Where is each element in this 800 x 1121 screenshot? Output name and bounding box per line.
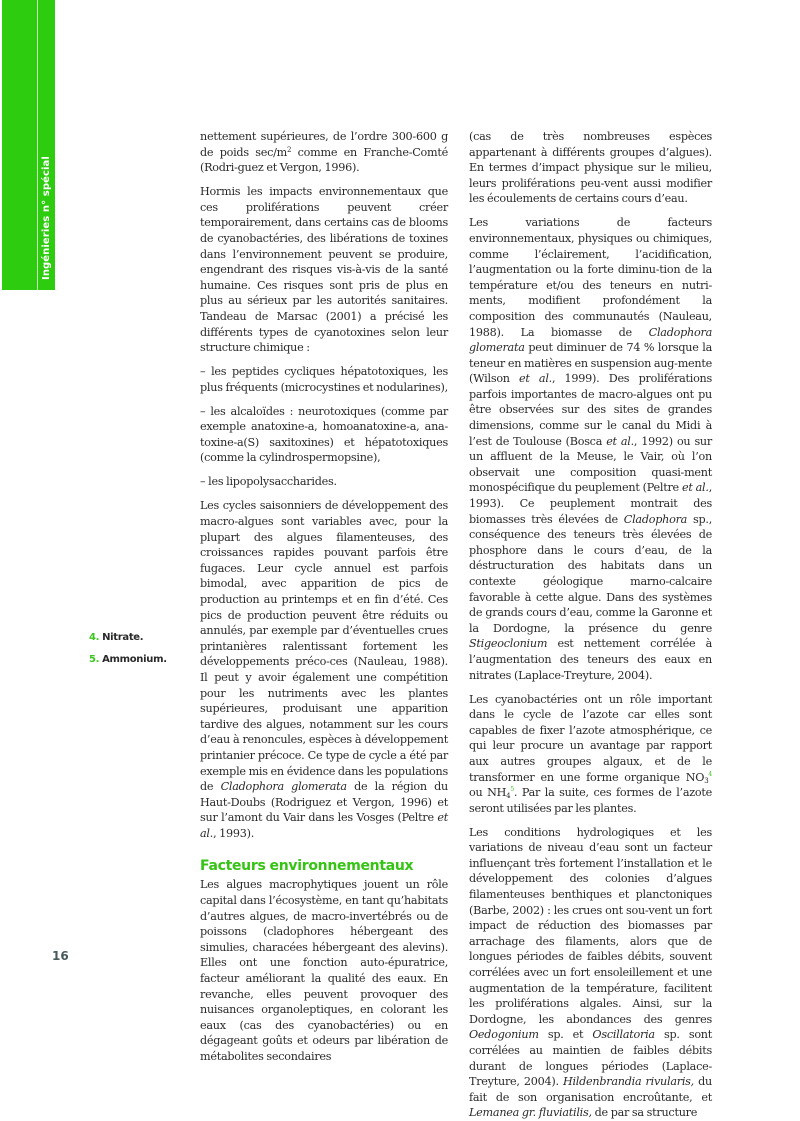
text-run: de la région du Haut-Doubs (Rodriguez et Vergon, 1996) et sur l’amont du Vair dans les Vosges (Peltre — [200, 780, 448, 825]
paragraph — [469, 215, 712, 683]
right-text-column — [469, 129, 712, 1121]
species-name: Cladophora glomerata — [220, 780, 347, 794]
footnote-number: 5. — [89, 654, 100, 665]
italic-text: et al. — [200, 811, 448, 840]
footnotes — [89, 631, 167, 675]
list-item: – les peptides cycliques hépatotoxiques, les plus fréquents (microcystines et nodularines), — [200, 365, 448, 394]
text-run: , 1993). Ce peuplement montrait des biomasses très élevées de — [469, 481, 712, 526]
paragraph: (cas de très nombreuses espèces appartenant à différents groupes d’algues). En termes d’impact physique sur le milieu, leurs proliférations peu-vent aussi modifier les écoulements de certains cours d’eau. — [469, 130, 712, 206]
paragraph: Hormis les impacts environnementaux que ces proliférations peuvent créer temporairement, dans certains cas de blooms de cyanobactéries, des libérations de toxines dans l’environnement peuvent se produire, engendrant des risques vis-à-vis de la santé humaine. Ces risques sont pris de plus en plus au sérieux par les autorités sanitaires. Tandeau de Marsac (2001) a précisé les différents types de cyanotoxines selon leur structure chimique : — [200, 185, 448, 355]
paragraph — [469, 692, 712, 817]
species-name: Lemanea gr. fluviatilis, — [469, 1106, 592, 1120]
text-run: du fait de son organisation encroûtante, et — [469, 1075, 712, 1104]
paragraph — [200, 129, 448, 176]
footnote-text: Nitrate. — [102, 632, 144, 643]
text-run: , 1999). Des proliférations parfois importantes de macro-algues ont pu être observées sur des sites de grandes dimensions, comme sur le canal du Midi à l’est de Toulouse (Bosca — [469, 372, 713, 448]
text-run: comme en Franche-Comté (Rodri-guez et Vergon, 1996). — [200, 145, 448, 175]
footnote-5 — [89, 653, 167, 667]
text-run: ou NH — [469, 786, 507, 800]
journal-side-tab — [2, 0, 55, 290]
italic-text: et al. — [606, 434, 634, 448]
text-run: , 1992) ou sur un affluent de la Meuse, le Vair, où l’on observait une composition quasi-ment monospécifique du peuplement (Peltre — [469, 434, 712, 495]
footnote-number: 4. — [89, 632, 100, 643]
text-run: sp., conséquence des teneurs très élevées de phosphore dans le cours d’eau, de la déstructuration des habitats dans un contexte géologique marno-calcaire favorable à cette algue. Dans des systèmes de grands cours d’eau, comme la Garonne et la Dordogne, la présence du genre — [469, 512, 712, 635]
section-heading: Facteurs environnementaux — [200, 858, 414, 875]
italic-text: et al. — [519, 372, 552, 386]
list-item: – les lipopolysaccharides. — [200, 475, 337, 489]
footnote-reference[interactable]: 4 — [708, 770, 712, 778]
left-text-column — [200, 129, 448, 1065]
text-run: Les conditions hydrologiques et les variations de niveau d’eau sont un facteur influençant très fortement l’installation et le développement des colonies d’algues filamenteuses benthiques et planctoniques (Barbe, 2002) : les crues ont sou-vent un fort impact de réduction des biomasses par arrachage des filaments, alors que de longues périodes de faibles débits, souvent corrélées avec un fort ensoleillement et une augmentation de la température, facilitent les proliférations algales. Ainsi, sur la Dordogne, les abondances des genres — [469, 825, 712, 1026]
side-tab-divider — [37, 0, 38, 290]
text-run: sp. et — [538, 1028, 593, 1042]
species-name: Oscillatoria — [592, 1028, 655, 1042]
text-run: est nettement corrélée à l’augmentation des teneurs des eaux en nitrates (Laplace-Treyture, 2004). — [469, 637, 712, 682]
species-name: Oedogonium — [469, 1028, 539, 1042]
italic-text: et al. — [681, 481, 709, 495]
subscript: 4 — [506, 792, 511, 801]
text-run: de par sa structure — [591, 1106, 698, 1120]
footnote-reference[interactable]: 5 — [510, 786, 514, 794]
journal-label: Ingénieries n° spécial — [41, 156, 52, 280]
text-run: peut diminuer de 74 % lorsque la teneur en matières en suspension aug-mente (Wilson — [469, 341, 712, 386]
text-run: Les cycles saisonniers de développement des macro-algues sont variables avec, pour la plupart des algues filamenteuses, des croissances rapides pouvant parfois être fugaces. Leur cycle annuel est parfois bimodal, avec apparition de pics de production au printemps et en fin d’été. Ces pics de production peuvent être réduits ou annulés, par exemple par d’éventuelles crues printanières ralentissant fortement les développements préco-ces (Nauleau, 1988). Il peut y avoir également une compétition pour les nutriments avec les plantes supérieures, produisant une apparition tardive des algues, notamment sur les cours d’eau à renoncules, espèces à développement printanier précoce. Ce type de cycle a été par exemple mis en évidence dans les populations de — [200, 499, 448, 794]
footnote-4 — [89, 631, 167, 645]
species-name: Cladophora glomerata — [469, 325, 712, 355]
page-number: 16 — [52, 949, 69, 963]
species-name: Hildenbrandia rivularis, — [562, 1075, 694, 1089]
species-name: Stigeoclonium — [469, 637, 548, 651]
superscript: 2 — [287, 145, 292, 154]
subscript: 3 — [704, 776, 709, 785]
paragraph: Les algues macrophytiques jouent un rôle capital dans l’écosystème, en tant qu’habitats d’autres algues, de macro-invertébrés ou de poissons (cladophores hébergeant des simulies, characées hébergeant des alevins). Elles ont une fonction auto-épuratrice, facteur améliorant la qualité des eaux. En revanche, elles peuvent provoquer des nuisances organoleptiques, en colorant les eaux (cas des cyanobactéries) ou en dégageant goûts et odeurs par libération de métabolites secondaires — [200, 878, 448, 1064]
text-run: . Par la suite, ces formes de l’azote seront utilisées par les plantes. — [469, 786, 713, 815]
paragraph — [469, 825, 712, 1121]
species-name: Cladophora — [623, 512, 688, 526]
text-run: Les cyanobactéries ont un rôle important dans le cycle de l’azote car elles sont capables de fixer l’azote atmosphérique, ce qui leur procure un avantage par rapport aux autres groupes algaux, et de le transformer en une forme organique NO — [469, 692, 712, 784]
text-run: Les variations de facteurs environnementaux, physiques ou chimiques, comme l’éclairement, l’acidification, l’augmentation ou la forte diminu-tion de la température et/ou des teneurs en nutri-ments, modifient profondément la composition des communautés (Nauleau, 1988). La biomasse de — [469, 216, 712, 339]
text-run: sp. sont corrélées au maintien de faibles débits durant de longues périodes (Laplace-Treyture, 2004). — [469, 1028, 712, 1089]
list-item: – les alcaloïdes : neurotoxiques (comme par exemple anatoxine-a, homoanatoxine-a, ana-toxine-a(S) saxitoxines) et hépatotoxiques (comme la cylindrospermopsine), — [200, 404, 448, 465]
text-run: nettement supérieures, de l’ordre 300-600 g de poids sec/m — [200, 130, 448, 159]
paragraph — [200, 498, 448, 841]
text-run: , 1993). — [213, 826, 255, 840]
footnote-text: Ammonium. — [102, 654, 167, 665]
